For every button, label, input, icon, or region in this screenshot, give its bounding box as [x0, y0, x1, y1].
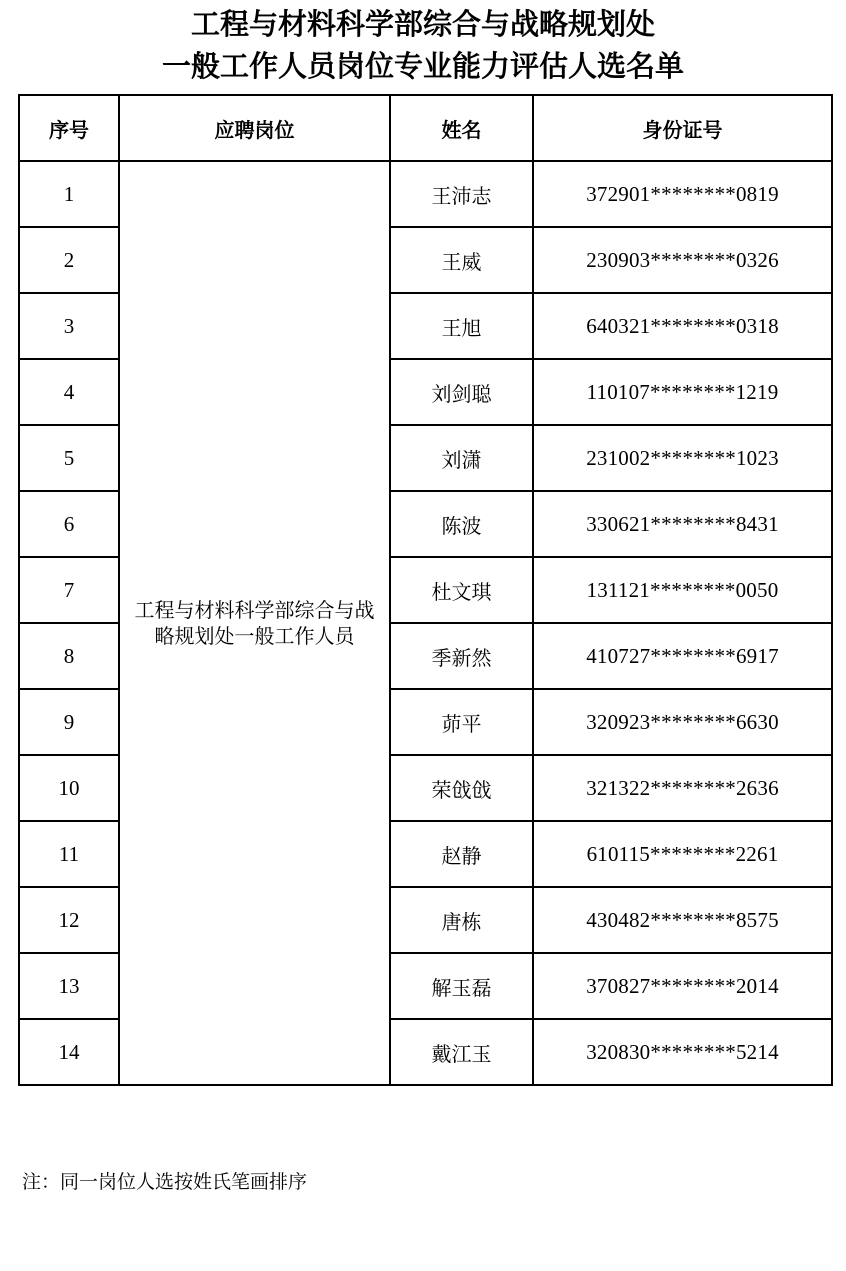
row-name: 解玉磊 — [390, 953, 533, 1019]
header-position: 应聘岗位 — [119, 95, 390, 161]
row-index: 14 — [19, 1019, 119, 1085]
row-index: 6 — [19, 491, 119, 557]
row-index: 3 — [19, 293, 119, 359]
row-name: 戴江玉 — [390, 1019, 533, 1085]
row-id-number: 640321********0318 — [533, 293, 832, 359]
row-id-number: 330621********8431 — [533, 491, 832, 557]
row-index: 5 — [19, 425, 119, 491]
row-id-number: 430482********8575 — [533, 887, 832, 953]
row-id-number: 131121********0050 — [533, 557, 832, 623]
row-name: 刘剑聪 — [390, 359, 533, 425]
row-index: 13 — [19, 953, 119, 1019]
row-index: 10 — [19, 755, 119, 821]
row-name: 王威 — [390, 227, 533, 293]
table-body — [19, 161, 832, 1085]
header-id-number: 身份证号 — [533, 95, 832, 161]
row-index: 2 — [19, 227, 119, 293]
document-title-line-1: 工程与材料科学部综合与战略规划处 — [190, 7, 655, 41]
row-id-number: 230903********0326 — [533, 227, 832, 293]
row-id-number: 372901********0819 — [533, 161, 832, 227]
row-id-number: 410727********6917 — [533, 623, 832, 689]
row-id-number: 231002********1023 — [533, 425, 832, 491]
header-name: 姓名 — [390, 95, 533, 161]
table-row — [19, 161, 832, 227]
table-header-row — [19, 95, 832, 161]
row-name: 陈波 — [390, 491, 533, 557]
row-name: 王旭 — [390, 293, 533, 359]
row-id-number: 320923********6630 — [533, 689, 832, 755]
row-index: 11 — [19, 821, 119, 887]
row-name: 赵静 — [390, 821, 533, 887]
footnote: 注：同一岗位人选按姓氏笔画排序 — [22, 1171, 308, 1193]
row-index: 12 — [19, 887, 119, 953]
row-index: 7 — [19, 557, 119, 623]
row-id-number: 370827********2014 — [533, 953, 832, 1019]
row-id-number: 320830********5214 — [533, 1019, 832, 1085]
header-index: 序号 — [19, 95, 119, 161]
row-index: 4 — [19, 359, 119, 425]
row-id-number: 110107********1219 — [533, 359, 832, 425]
row-id-number: 610115********2261 — [533, 821, 832, 887]
row-index: 8 — [19, 623, 119, 689]
row-name: 荣戗戗 — [390, 755, 533, 821]
candidate-table — [18, 94, 833, 1086]
row-name: 茆平 — [390, 689, 533, 755]
row-index: 1 — [19, 161, 119, 227]
row-index: 9 — [19, 689, 119, 755]
row-name: 杜文琪 — [390, 557, 533, 623]
row-id-number: 321322********2636 — [533, 755, 832, 821]
position-cell: 工程与材料科学部综合与战略规划处一般工作人员 — [119, 161, 390, 1085]
document-title-line-2: 一般工作人员岗位专业能力评估人选名单 — [161, 49, 684, 83]
row-name: 季新然 — [390, 623, 533, 689]
row-name: 唐栋 — [390, 887, 533, 953]
row-name: 刘潇 — [390, 425, 533, 491]
row-name: 王沛志 — [390, 161, 533, 227]
